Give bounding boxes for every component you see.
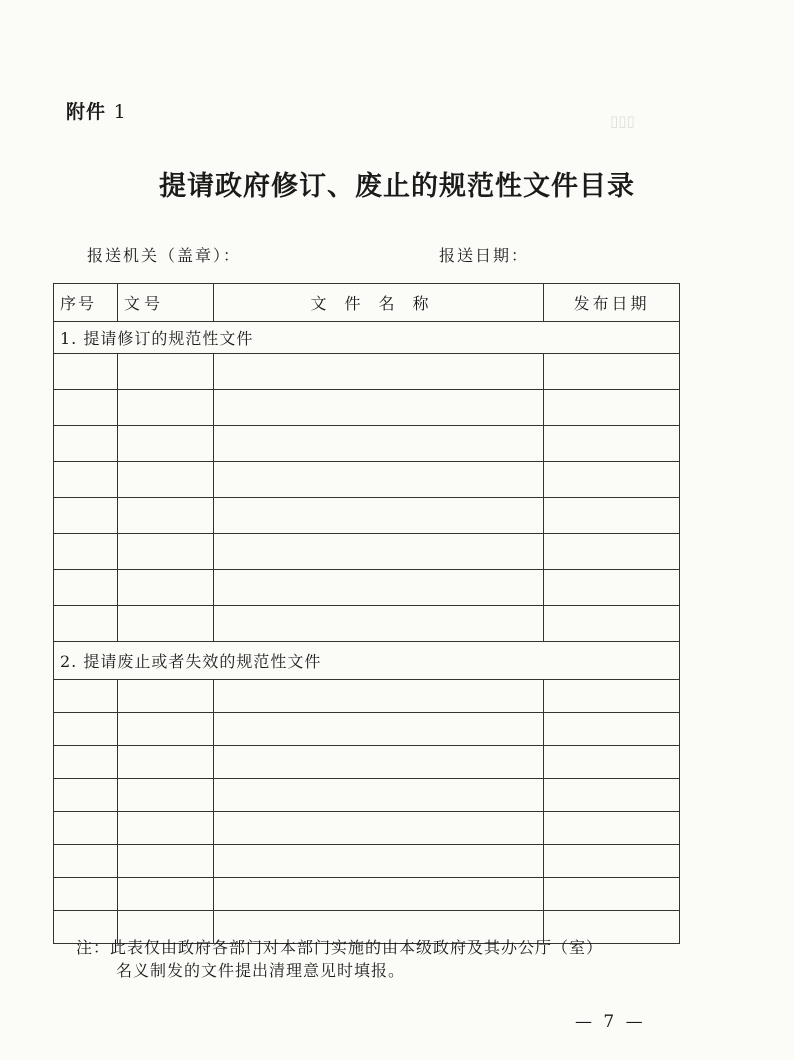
table-cell	[214, 426, 544, 462]
table-cell	[544, 462, 680, 498]
header-publish-date: 发布日期	[544, 284, 680, 322]
table-row	[54, 534, 680, 570]
table-cell	[544, 779, 680, 812]
table-cell	[214, 680, 544, 713]
document-list-table	[53, 283, 680, 944]
submitter-label: 报送机关（盖章）：	[87, 246, 242, 265]
table-cell	[544, 498, 680, 534]
section-revise-label: 1. 提请修订的规范性文件	[54, 322, 680, 354]
table-cell	[118, 746, 214, 779]
header-seq: 序号	[54, 284, 118, 322]
table-row	[54, 606, 680, 642]
page-number: — 7 —	[575, 1012, 646, 1032]
header-doc-no: 文号	[118, 284, 214, 322]
table-cell	[214, 746, 544, 779]
table-cell	[54, 713, 118, 746]
table-cell	[214, 878, 544, 911]
table-cell	[54, 570, 118, 606]
table-row	[54, 713, 680, 746]
table-cell	[54, 462, 118, 498]
table-cell	[214, 779, 544, 812]
table-cell	[54, 498, 118, 534]
table-cell	[214, 534, 544, 570]
table-cell	[118, 845, 214, 878]
table-cell	[118, 390, 214, 426]
table-cell	[544, 845, 680, 878]
table-row	[54, 390, 680, 426]
table-cell	[214, 498, 544, 534]
table-cell	[54, 878, 118, 911]
table-cell	[118, 779, 214, 812]
table-row	[54, 845, 680, 878]
reverse-side-bleed: ▯▯▯	[610, 112, 635, 130]
table-row	[54, 498, 680, 534]
table-cell	[544, 680, 680, 713]
table-cell	[118, 606, 214, 642]
table-cell	[54, 426, 118, 462]
table-row	[54, 878, 680, 911]
footnote-line-1: 注：此表仅由政府各部门对本部门实施的由本级政府及其办公厅（室）	[76, 938, 604, 957]
table-cell	[54, 845, 118, 878]
table-row	[54, 779, 680, 812]
table-header-row	[54, 284, 680, 322]
footnote-line-2: 名义制发的文件提出清理意见时填报。	[116, 961, 406, 980]
table-cell	[54, 534, 118, 570]
table-cell	[118, 426, 214, 462]
footnote	[76, 936, 676, 982]
submission-date-label: 报送日期：	[439, 246, 530, 265]
table-cell	[54, 812, 118, 845]
section-row-abolish	[54, 642, 680, 680]
table-cell	[54, 354, 118, 390]
table-cell	[214, 354, 544, 390]
table-cell	[118, 462, 214, 498]
table-cell	[544, 534, 680, 570]
table-cell	[214, 812, 544, 845]
table-cell	[214, 713, 544, 746]
table-row	[54, 812, 680, 845]
table-cell	[214, 845, 544, 878]
table-cell	[214, 390, 544, 426]
table-cell	[118, 812, 214, 845]
table-cell	[544, 713, 680, 746]
section-abolish-label: 2. 提请废止或者失效的规范性文件	[54, 642, 680, 680]
table-cell	[54, 779, 118, 812]
table-cell	[118, 534, 214, 570]
table-cell	[118, 680, 214, 713]
table-cell	[544, 812, 680, 845]
table-cell	[544, 426, 680, 462]
table-cell	[214, 606, 544, 642]
table-cell	[54, 746, 118, 779]
table-cell	[118, 354, 214, 390]
table-cell	[54, 390, 118, 426]
table-cell	[118, 878, 214, 911]
table-cell	[118, 713, 214, 746]
section-row-revise	[54, 322, 680, 354]
table-cell	[118, 498, 214, 534]
table-cell	[214, 570, 544, 606]
table-cell	[544, 390, 680, 426]
table-cell	[214, 462, 544, 498]
page-title: 提请政府修订、废止的规范性文件目录	[159, 171, 635, 202]
attachment-text: 附件	[66, 101, 107, 123]
table-row	[54, 746, 680, 779]
table-cell	[544, 746, 680, 779]
table-cell	[544, 878, 680, 911]
table-row	[54, 426, 680, 462]
table-cell	[544, 606, 680, 642]
table-row	[54, 680, 680, 713]
table-cell	[544, 570, 680, 606]
attachment-label	[66, 97, 127, 124]
table-cell	[118, 570, 214, 606]
table-cell	[544, 354, 680, 390]
attachment-number: 1	[113, 101, 127, 123]
table-row	[54, 570, 680, 606]
header-file-name: 文件名称	[214, 284, 544, 322]
table-row	[54, 354, 680, 390]
table-row	[54, 462, 680, 498]
table-cell	[54, 606, 118, 642]
table-cell	[54, 680, 118, 713]
